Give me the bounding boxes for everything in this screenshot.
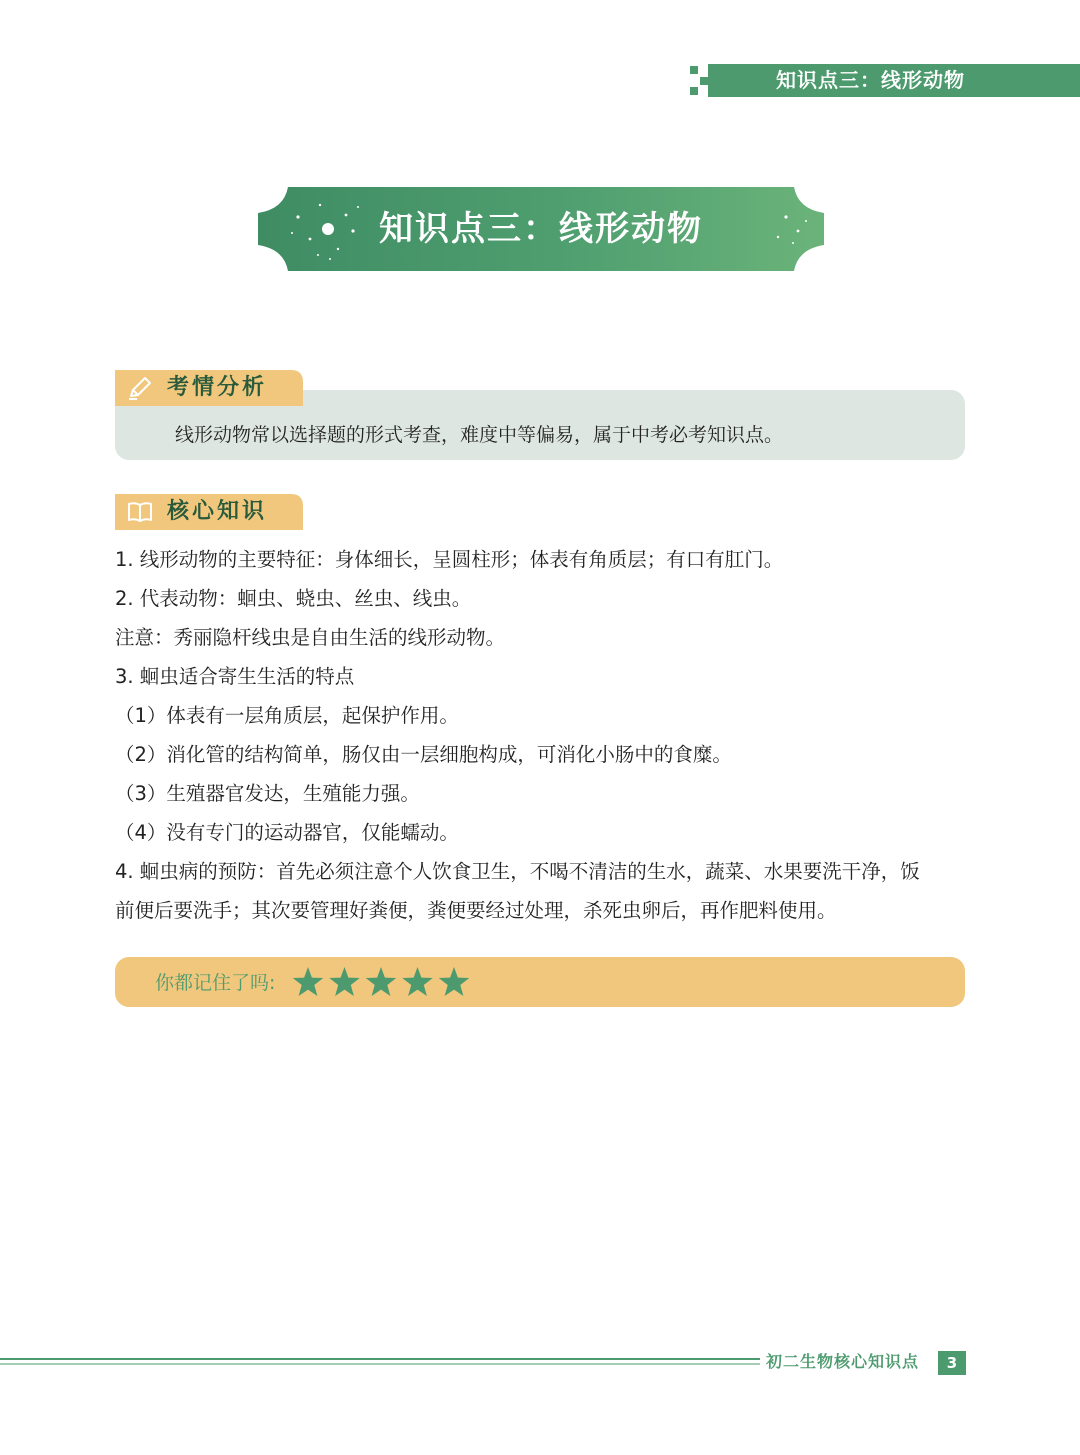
core-line-3-4: （4）没有专门的运动器官，仅能蠕动。 (115, 821, 459, 844)
core-line-2: 2. 代表动物：蛔虫、蛲虫、丝虫、线虫。 (115, 587, 472, 610)
pencil-icon (127, 376, 153, 400)
core-line-1: 1. 线形动物的主要特征：身体细长，呈圆柱形；体表有角质层；有口有肛门。 (115, 548, 784, 571)
title-banner (258, 187, 824, 271)
core-line-3-1: （1）体表有一层角质层，起保护作用。 (115, 704, 459, 727)
core-line-4b: 前便后要洗手；其次要管理好粪便，粪便要经过处理，杀死虫卵后，再作肥料使用。 (115, 899, 837, 922)
core-line-3: 3. 蛔虫适合寄生生活的特点 (115, 665, 355, 688)
core-label: 核心知识 (167, 499, 268, 524)
recall-label: 你都记住了吗: (155, 972, 276, 994)
header-tab (708, 64, 1080, 97)
star-icon (402, 967, 432, 996)
rating-stars (292, 964, 482, 1002)
core-line-3-2: （2）消化管的结构简单，肠仅由一层细胞构成，可消化小肠中的食糜。 (115, 743, 732, 766)
footer-book-title: 初二生物核心知识点 (766, 1352, 920, 1371)
page-number: 3 (938, 1351, 966, 1375)
star-icon (329, 967, 359, 996)
header-tab-title: 知识点三：线形动物 (776, 68, 965, 92)
footer-rule (0, 1357, 760, 1367)
core-line-4a: 4. 蛔虫病的预防：首先必须注意个人饮食卫生，不喝不清洁的生水，蔬菜、水果要洗干净，饭 (115, 860, 920, 883)
star-icon (293, 967, 323, 996)
book-icon (127, 500, 153, 524)
core-label-tab (115, 494, 303, 530)
star-icon (439, 967, 469, 996)
analysis-label-tab (115, 370, 303, 406)
banner-title: 知识点三：线形动物 (379, 209, 703, 249)
analysis-text: 线形动物常以选择题的形式考查，难度中等偏易，属于中考必考知识点。 (175, 424, 784, 446)
header-decoration (690, 66, 710, 96)
analysis-label: 考情分析 (167, 375, 268, 400)
core-line-3-3: （3）生殖器官发达，生殖能力强。 (115, 782, 420, 805)
core-line-note: 注意：秀丽隐杆线虫是自由生活的线形动物。 (115, 626, 506, 649)
star-icon (366, 967, 396, 996)
